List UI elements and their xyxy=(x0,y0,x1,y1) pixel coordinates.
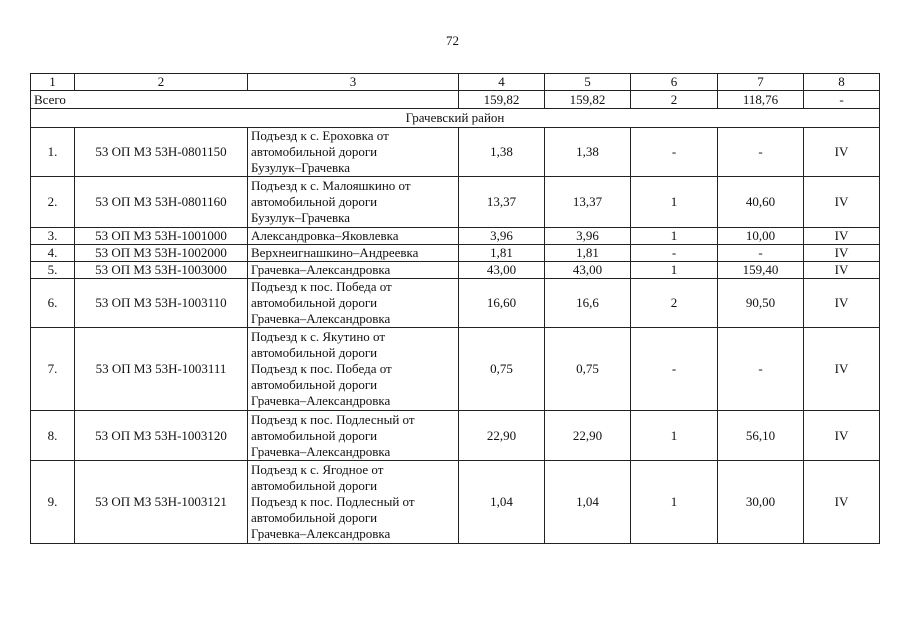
table-row xyxy=(31,128,880,177)
length-total: 13,37 xyxy=(459,177,545,228)
length-hard-surface: 1,04 xyxy=(545,461,631,544)
column-header: 4 xyxy=(459,74,545,91)
road-name-line: автомобильной дороги xyxy=(251,478,378,493)
total-row xyxy=(31,91,880,109)
section-title: Грачевский район xyxy=(31,109,880,128)
road-name-line: Грачевка–Александровка xyxy=(251,443,391,459)
road-category: IV xyxy=(804,461,880,544)
road-id: 53 ОП МЗ 53Н-1002000 xyxy=(75,245,248,262)
total-value: 159,82 xyxy=(459,91,545,109)
table-row xyxy=(31,461,880,544)
road-name-line: Подъезд к с. Ягодное от xyxy=(251,462,384,477)
total-value: - xyxy=(804,91,880,109)
road-id: 53 ОП МЗ 53Н-1003110 xyxy=(75,279,248,328)
road-category: IV xyxy=(804,177,880,228)
bridge-count: 2 xyxy=(631,279,718,328)
length-hard-surface: 43,00 xyxy=(545,262,631,279)
road-name xyxy=(248,461,459,544)
row-number: 8. xyxy=(31,411,75,461)
bridge-length: 56,10 xyxy=(718,411,804,461)
table-row xyxy=(31,228,880,245)
length-total: 22,90 xyxy=(459,411,545,461)
section-row xyxy=(31,109,880,128)
table-row xyxy=(31,328,880,411)
road-category: IV xyxy=(804,262,880,279)
road-name-line: Подъезд к с. Малояшкино от xyxy=(251,178,411,193)
road-name-line: Подъезд к пос. Подлесный от xyxy=(251,411,415,427)
bridge-count: - xyxy=(631,128,718,177)
column-header: 5 xyxy=(545,74,631,91)
row-number: 2. xyxy=(31,177,75,228)
road-name-line: автомобильной дороги xyxy=(251,377,378,392)
bridge-count: 1 xyxy=(631,411,718,461)
road-id: 53 ОП МЗ 53Н-1003000 xyxy=(75,262,248,279)
column-header: 7 xyxy=(718,74,804,91)
road-name-line: Бузулук–Грачевка xyxy=(251,210,351,225)
row-number: 9. xyxy=(31,461,75,544)
bridge-length: 90,50 xyxy=(718,279,804,328)
total-value: 118,76 xyxy=(718,91,804,109)
road-name-line: Александровка–Яковлевка xyxy=(251,228,399,243)
total-label: Всего xyxy=(31,91,459,109)
bridge-count: 1 xyxy=(631,228,718,245)
bridge-count: 1 xyxy=(631,177,718,228)
page-number: 72 xyxy=(446,33,459,48)
roads-table xyxy=(30,73,880,544)
length-total: 3,96 xyxy=(459,228,545,245)
bridge-length: 40,60 xyxy=(718,177,804,228)
road-name xyxy=(248,411,459,461)
column-number-row xyxy=(31,74,880,91)
road-id: 53 ОП МЗ 53Н-1003121 xyxy=(75,461,248,544)
road-name-line: автомобильной дороги xyxy=(251,345,378,360)
road-category: IV xyxy=(804,228,880,245)
road-category: IV xyxy=(804,411,880,461)
table-row xyxy=(31,279,880,328)
table-row xyxy=(31,245,880,262)
road-name-line: Подъезд к с. Якутино от xyxy=(251,329,386,344)
bridge-count: 1 xyxy=(631,461,718,544)
road-category: IV xyxy=(804,128,880,177)
road-name xyxy=(248,228,459,245)
row-number: 5. xyxy=(31,262,75,279)
row-number: 1. xyxy=(31,128,75,177)
total-value: 159,82 xyxy=(545,91,631,109)
bridge-length: - xyxy=(718,128,804,177)
road-id: 53 ОП МЗ 53Н-1003111 xyxy=(75,328,248,411)
road-name-line: Подъезд к с. Ероховка от xyxy=(251,128,389,143)
bridge-length: - xyxy=(718,245,804,262)
road-category: IV xyxy=(804,328,880,411)
road-name xyxy=(248,328,459,411)
row-number: 4. xyxy=(31,245,75,262)
row-number: 6. xyxy=(31,279,75,328)
road-name-line: автомобильной дороги xyxy=(251,194,378,209)
table-row xyxy=(31,262,880,279)
road-name-line: Подъезд к пос. Победа от xyxy=(251,279,392,294)
road-category: IV xyxy=(804,245,880,262)
road-name-line: Грачевка–Александровка xyxy=(251,526,391,541)
bridge-count: 1 xyxy=(631,262,718,279)
length-total: 0,75 xyxy=(459,328,545,411)
length-total: 1,38 xyxy=(459,128,545,177)
road-id: 53 ОП МЗ 53Н-1001000 xyxy=(75,228,248,245)
road-name-line: автомобильной дороги xyxy=(251,510,378,525)
road-name-line: Бузулук–Грачевка xyxy=(251,160,351,175)
road-name-line: автомобильной дороги xyxy=(251,427,378,443)
length-hard-surface: 22,90 xyxy=(545,411,631,461)
road-name-line: автомобильной дороги xyxy=(251,144,378,159)
table-row xyxy=(31,411,880,461)
road-name-line: Верхнеигнашкино–Андреевка xyxy=(251,245,419,260)
length-total: 1,81 xyxy=(459,245,545,262)
column-header: 1 xyxy=(31,74,75,91)
length-hard-surface: 1,38 xyxy=(545,128,631,177)
road-id: 53 ОП МЗ 53Н-1003120 xyxy=(75,411,248,461)
bridge-length: 30,00 xyxy=(718,461,804,544)
road-name-line: Подъезд к пос. Победа от xyxy=(251,361,392,376)
road-category: IV xyxy=(804,279,880,328)
row-number: 3. xyxy=(31,228,75,245)
road-name-line: Грачевка–Александровка xyxy=(251,393,391,408)
column-header: 6 xyxy=(631,74,718,91)
road-name xyxy=(248,128,459,177)
road-id: 53 ОП МЗ 53Н-0801150 xyxy=(75,128,248,177)
bridge-count: - xyxy=(631,328,718,411)
row-number: 7. xyxy=(31,328,75,411)
length-hard-surface: 0,75 xyxy=(545,328,631,411)
road-name-line: автомобильной дороги xyxy=(251,295,378,310)
length-hard-surface: 1,81 xyxy=(545,245,631,262)
bridge-length: 10,00 xyxy=(718,228,804,245)
road-name-line: Грачевка–Александровка xyxy=(251,262,391,277)
length-total: 16,60 xyxy=(459,279,545,328)
road-name xyxy=(248,279,459,328)
bridge-count: - xyxy=(631,245,718,262)
length-total: 1,04 xyxy=(459,461,545,544)
road-name xyxy=(248,262,459,279)
road-name xyxy=(248,245,459,262)
length-hard-surface: 13,37 xyxy=(545,177,631,228)
bridge-length: - xyxy=(718,328,804,411)
length-hard-surface: 3,96 xyxy=(545,228,631,245)
column-header: 3 xyxy=(248,74,459,91)
length-hard-surface: 16,6 xyxy=(545,279,631,328)
road-name-line: Грачевка–Александровка xyxy=(251,311,391,326)
column-header: 8 xyxy=(804,74,880,91)
column-header: 2 xyxy=(75,74,248,91)
total-value: 2 xyxy=(631,91,718,109)
bridge-length: 159,40 xyxy=(718,262,804,279)
length-total: 43,00 xyxy=(459,262,545,279)
road-id: 53 ОП МЗ 53Н-0801160 xyxy=(75,177,248,228)
table-row xyxy=(31,177,880,228)
road-name-line: Подъезд к пос. Подлесный от xyxy=(251,494,415,509)
road-name xyxy=(248,177,459,228)
